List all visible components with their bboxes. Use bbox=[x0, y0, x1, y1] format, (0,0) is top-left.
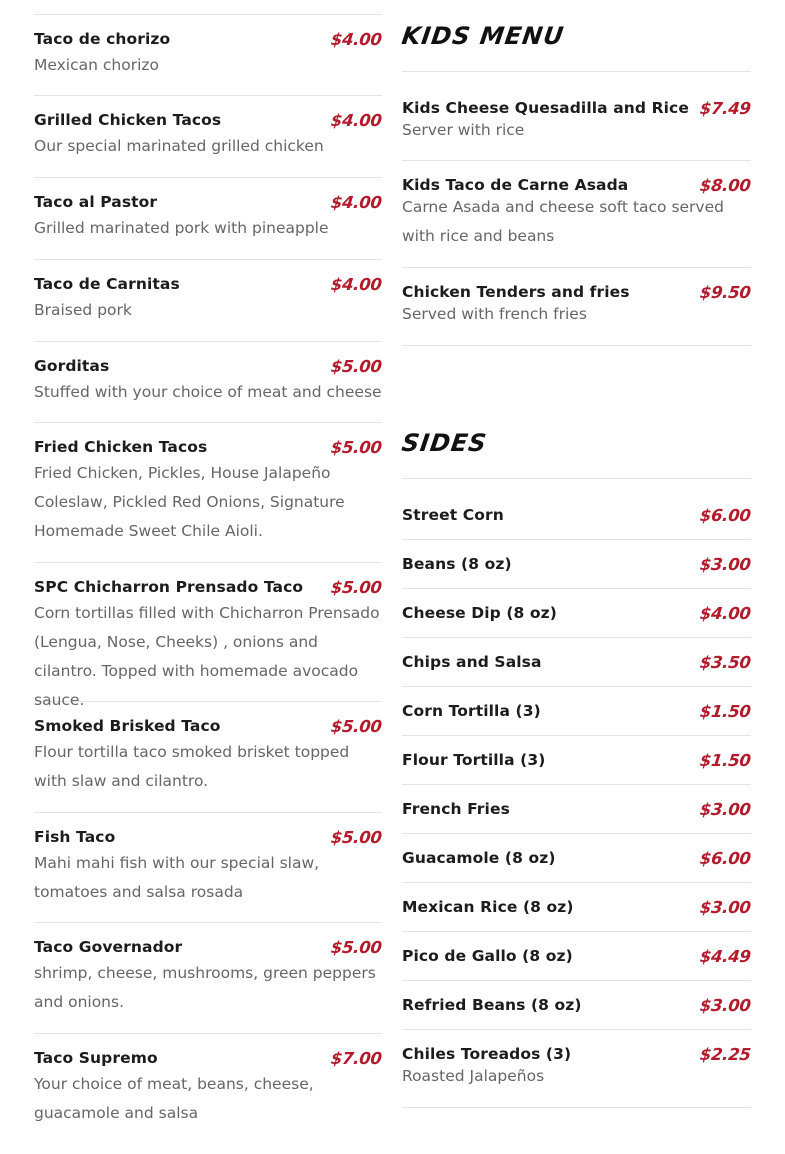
item-price: $4.00 bbox=[330, 193, 383, 212]
item-description: shrimp, cheese, mushrooms, green peppers and onions. bbox=[34, 964, 376, 1011]
item-price: $1.50 bbox=[699, 702, 752, 721]
item-description: Carne Asada and cheese soft taco served with rice and beans bbox=[402, 198, 724, 245]
menu-item[interactable] bbox=[34, 342, 382, 423]
item-name: Gorditas bbox=[34, 357, 110, 375]
menu-item[interactable] bbox=[402, 268, 751, 346]
menu-item[interactable] bbox=[402, 687, 751, 736]
item-price: $7.49 bbox=[699, 99, 752, 118]
menu-item[interactable] bbox=[402, 72, 751, 161]
menu-item[interactable] bbox=[34, 178, 382, 260]
menu-item[interactable] bbox=[34, 923, 382, 1034]
item-name: Cheese Dip (8 oz) bbox=[402, 604, 557, 622]
item-name: Fish Taco bbox=[34, 828, 116, 846]
kids-menu-heading: KIDS MENU bbox=[400, 22, 566, 50]
menu-item[interactable] bbox=[402, 1030, 751, 1108]
item-price: $9.50 bbox=[699, 283, 752, 302]
menu-item[interactable] bbox=[402, 638, 751, 687]
item-price: $5.00 bbox=[330, 828, 383, 847]
item-name: Kids Cheese Quesadilla and Rice bbox=[402, 99, 689, 117]
menu-item[interactable] bbox=[402, 834, 751, 883]
item-price: $5.00 bbox=[330, 938, 383, 957]
item-name: Fried Chicken Tacos bbox=[34, 438, 208, 456]
menu-item[interactable] bbox=[34, 563, 383, 709]
item-name: Kids Taco de Carne Asada bbox=[402, 176, 629, 194]
item-price: $4.00 bbox=[330, 275, 383, 294]
menu-item[interactable] bbox=[34, 702, 382, 813]
item-price: $8.00 bbox=[699, 176, 752, 195]
item-name: French Fries bbox=[402, 800, 510, 818]
item-price: $7.00 bbox=[330, 1049, 383, 1068]
item-description: Stuffed with your choice of meat and cheese bbox=[34, 383, 382, 401]
item-name: SPC Chicharron Prensado Taco bbox=[34, 578, 304, 596]
item-name: Taco al Pastor bbox=[34, 193, 158, 211]
item-name: Chicken Tenders and fries bbox=[402, 283, 630, 301]
sides-heading: SIDES bbox=[400, 429, 489, 457]
item-price: $3.00 bbox=[699, 996, 752, 1015]
menu-item[interactable] bbox=[34, 1034, 382, 1154]
item-name: Guacamole (8 oz) bbox=[402, 849, 556, 867]
item-description: Roasted Jalapeños bbox=[402, 1067, 545, 1085]
item-name: Pico de Gallo (8 oz) bbox=[402, 947, 573, 965]
item-price: $3.50 bbox=[699, 653, 752, 672]
item-name: Beans (8 oz) bbox=[402, 555, 512, 573]
item-name: Smoked Brisked Taco bbox=[34, 717, 221, 735]
menu-item[interactable] bbox=[34, 15, 382, 96]
item-price: $3.00 bbox=[699, 555, 752, 574]
menu-item[interactable] bbox=[402, 161, 751, 268]
item-name: Grilled Chicken Tacos bbox=[34, 111, 222, 129]
menu-item[interactable] bbox=[34, 813, 382, 923]
item-description: Our special marinated grilled chicken bbox=[34, 137, 324, 155]
item-description: Braised pork bbox=[34, 301, 132, 319]
menu-item[interactable] bbox=[402, 981, 751, 1030]
item-name: Chiles Toreados (3) bbox=[402, 1045, 572, 1063]
item-name: Taco de Carnitas bbox=[34, 275, 180, 293]
item-description: Your choice of meat, beans, cheese, guacamole and salsa bbox=[34, 1075, 314, 1122]
item-description: Mahi mahi fish with our special slaw, tomatoes and salsa rosada bbox=[34, 854, 320, 901]
menu-item[interactable] bbox=[402, 785, 751, 834]
item-price: $4.00 bbox=[330, 30, 383, 49]
item-description: Served with french fries bbox=[402, 305, 587, 323]
item-price: $4.00 bbox=[330, 111, 383, 130]
item-price: $5.00 bbox=[330, 438, 383, 457]
item-price: $5.00 bbox=[330, 578, 383, 597]
menu-item[interactable] bbox=[34, 423, 382, 563]
item-name: Chips and Salsa bbox=[402, 653, 542, 671]
item-description: Grilled marinated pork with pineapple bbox=[34, 219, 329, 237]
item-name: Street Corn bbox=[402, 506, 504, 524]
menu-item[interactable] bbox=[402, 932, 751, 981]
menu-item[interactable] bbox=[402, 589, 751, 638]
item-price: $4.49 bbox=[699, 947, 752, 966]
item-name: Taco Governador bbox=[34, 938, 183, 956]
menu-item[interactable] bbox=[402, 883, 751, 932]
item-name: Flour Tortilla (3) bbox=[402, 751, 546, 769]
item-price: $1.50 bbox=[699, 751, 752, 770]
item-name: Taco Supremo bbox=[34, 1049, 158, 1067]
menu-item[interactable] bbox=[34, 260, 382, 342]
menu-item[interactable] bbox=[34, 96, 382, 178]
item-price: $6.00 bbox=[699, 849, 752, 868]
item-price: $2.25 bbox=[699, 1045, 752, 1064]
item-price: $3.00 bbox=[699, 800, 752, 819]
item-price: $4.00 bbox=[699, 604, 752, 623]
item-name: Taco de chorizo bbox=[34, 30, 171, 48]
menu-item[interactable] bbox=[402, 540, 751, 589]
item-name: Corn Tortilla (3) bbox=[402, 702, 541, 720]
item-price: $5.00 bbox=[330, 357, 383, 376]
menu-item[interactable] bbox=[402, 736, 751, 785]
item-price: $3.00 bbox=[699, 898, 752, 917]
menu-item[interactable] bbox=[402, 479, 751, 540]
item-description: Flour tortilla taco smoked brisket topped with slaw and cilantro. bbox=[34, 743, 350, 790]
item-price: $6.00 bbox=[699, 506, 752, 525]
item-name: Refried Beans (8 oz) bbox=[402, 996, 582, 1014]
item-description: Server with rice bbox=[402, 121, 525, 139]
item-description: Fried Chicken, Pickles, House Jalapeño Coleslaw, Pickled Red Onions, Signature Homemade Sweet Chile Aioli. bbox=[34, 464, 345, 540]
item-name: Mexican Rice (8 oz) bbox=[402, 898, 574, 916]
item-description: Corn tortillas filled with Chicharron Prensado (Lengua, Nose, Cheeks) , onions and cilantro. Topped with homemade avocado sauce. bbox=[34, 604, 380, 709]
item-description: Mexican chorizo bbox=[34, 56, 160, 74]
item-price: $5.00 bbox=[330, 717, 383, 736]
